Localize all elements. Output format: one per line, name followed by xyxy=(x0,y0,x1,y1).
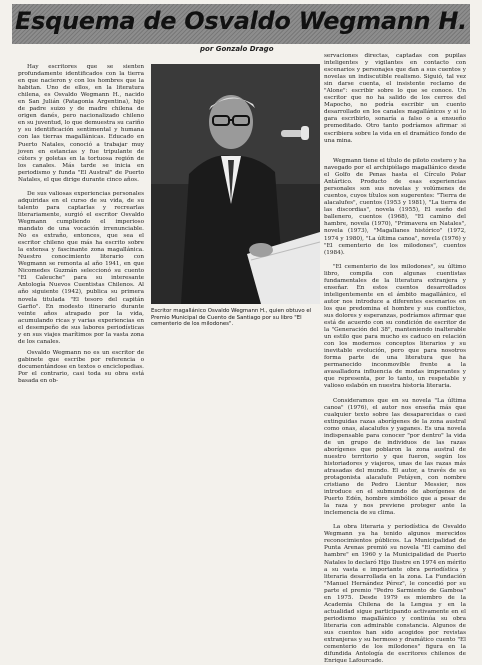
byline: por Gonzalo Drago xyxy=(200,45,274,53)
title-banner xyxy=(12,4,470,44)
column-right-top xyxy=(324,53,466,153)
paragraph: servaciones directas, captadas con pupilas inteligentes y vigilantes en contacto con escenarios y personajes que dan a sus cuentos y novelas un indiscutible realismo. Siguió, tal vez sin darse cuenta, el insistente reclamo de "Alone": escribir sobre lo que se conoce. Un escritor que no ha salido de los cerros del Mapocho, no podría escribir un cuento desarrollado en los canales magallánicos y si lo gara escribirlo, sonaría a falso o a ensueño premeditado. Otro tanto podríamos afirmar si escribiera sobre la vida en el dramático fondo de una mina. xyxy=(324,53,466,144)
paragraph: Osvaldo Wegmann no es un escritor de gabinete que escribe por referencia o documentándose en textos o enciclopedias. Por el contrario, casi toda su obra está basada en ob- xyxy=(18,350,144,385)
column-left-bottom xyxy=(18,350,144,398)
paragraph: "El cementerio de los milodones", su último libro, compila con algunas cuentistas fundamentales de la literatura extranjera y enseñar. En estos cuentos desarrollados inteligentemente en el ámbito magallánico, el autor nos introduce a diferentes escenarios en los que predomina el hombre y sus conflictos, sus dolores y esperanzas, podríamos afirmar que está de acuerdo con su condición de escritor de la "Generación del 38", manteniendo inalterable un estilo que para mucho es caduco en relación con los modernos conceptos literarios y su inevitable evolución, pero que para nosotros forma parte de una literatura que ha permanecido inconmovible frente a la avasalladora influencia de modas imperantes y que representa, por lo tanto, un respetable y valioso eslabón en nuestra historia literaria. xyxy=(324,263,466,390)
paragraph: Wegmann tiene el título de piloto costero y ha navegado por el archipiélago magallánico desde el Golfo de Penas hasta el Círculo Polar Antártico. Producto de esas experiencias personales son sus novelas y volúmenes de cuentos, cuyos títulos son sugerentes: "Tierra de alacalufes", cuentos (1953 y 1981), "La tierra de las discordias", novela (1955), El sueño del ballenero, cuentos (1968), "El camino del hambre, novela (1970), "Primavera en Natales", novela (1973), "Magallanes histórico" (1972, 1974 y 1980), "La última canoa", novela (1976) y "El cementerio de los milodones", cuentos (1984). xyxy=(324,158,466,256)
paragraph: La obra literaria y periodística de Osvaldo Wegmann ya ha tenido algunos merecidos reconocimientos públicos. La Municipalidad de Punta Arenas premió su novela "El camino del hambre" en 1960 y la Municipalidad de Puerto Natales lo declaró Hijo Ilustre en 1974 en mérito a su vasta e importante obra periodística y literaria desarrollada en la zona. La Fundación "Manuel Hernández Pérez", le concedió por su parte el premio "Pedro Sarmiento de Gamboa" en 1975. Desde 1979 es miembro de la Academia Chilena de la Lengua y en la actualidad sigue participando activamente en el periodismo magallánico y continúa su obra literaria con admirable constancia. Algunos de sus cuentos han sido acogidos por revistas extranjeras y su hermoso y dramático cuento "El cementerio de los milodones" figura en la difundida Antología de escritores chilenos de Enrique Lafourcade. xyxy=(324,524,466,665)
column-left xyxy=(18,64,144,344)
column-right xyxy=(324,158,466,665)
paragraph: Hay escritores que se sienten profundamente identificados con la tierra en que nacieron y con los hombres que la habitan. Uno de ellos, en la literatura chilena, es Osvaldo Wegmann H., nacido en San Julián (Patagonia Argentina), hijo de padre suizo y de madre chilena de origen danés, pero nacionalizado chileno en su juventud, lo que demuestra su cariño y su identificación sentimental y humana con las tierras magallánicas. Educado en Puerto Natales, conoció a trabajar muy joven en estancias y fue tripulante de cúters y goletas en la tortuosa región de los canales. Más tarde se inicia en periodismo y funda "El Austral" de Puerto Natales, el que dirige durante cinco años. xyxy=(18,64,144,183)
article-title: Esquema de Osvaldo Wegmann H. xyxy=(15,7,467,35)
paragraph: De sus valiosas experiencias personales adquiridas en el curso de su vida, de su talento para captarlas y recrearlas literariamente, surgió el escritor Osvaldo Wegmann cumpliendo el imperioso mandato de una vocación irrenunciable. No es extraño, entonces, que sea el escritor chileno que más ha escrito sobre la extensa y fascinante zona magallánica. Nuestro conocimiento literario con Wegmann se remonta al año 1941, en que Nicomedes Guzmán seleccionó su cuento "El Caleuche" para su interesante Antología Nuevos Cuentistas Chilenos. Al año siguiente (1942), publica su primera novela titulada "El tesoro del capitán Garfio". En modesto itinerario durante veinte años atrapado por la vida, acumulando ricas y varias experiencias en el desempeño de sus labores periodísticas y en sus viajes marítimos por la vasta zona de los canales. xyxy=(18,190,144,345)
author-photo xyxy=(151,64,320,304)
paragraph: Consideramos que en su novela "La última canoa" (1976), el autor nos enseña más que cualquier texto sobre las desaparecidas o casi extinguidas razas aborígenes de la zona austral como onas, alacalufes y yaganes. Es una novela indispensable para conocer "por dentro" la vida de un grupo de individuos de las razas aborígenes que poblaron la zona austral de nuestro territorio y que fueron, según los historiadores y viajeros, unas de las razas más atrasadas del mundo. El autor, a través de su protagonista alacalufe Petáyen, con nombre cristiano de Pedro Lientur Messier, nos introduce en el submundo de aborígenes de Puerto Edén, hombre simbólico que a pesar de la raza y nos previene proteger ante la inclemencia de su clima. xyxy=(324,397,466,517)
photo-caption: Escritor magallánico Osvaldo Wegmann H., quien obtuvo el Premio Municipal de Cuento de Santiago por su libro "El cementerio de los milodones". xyxy=(151,308,312,328)
author-photo-image xyxy=(151,64,320,304)
